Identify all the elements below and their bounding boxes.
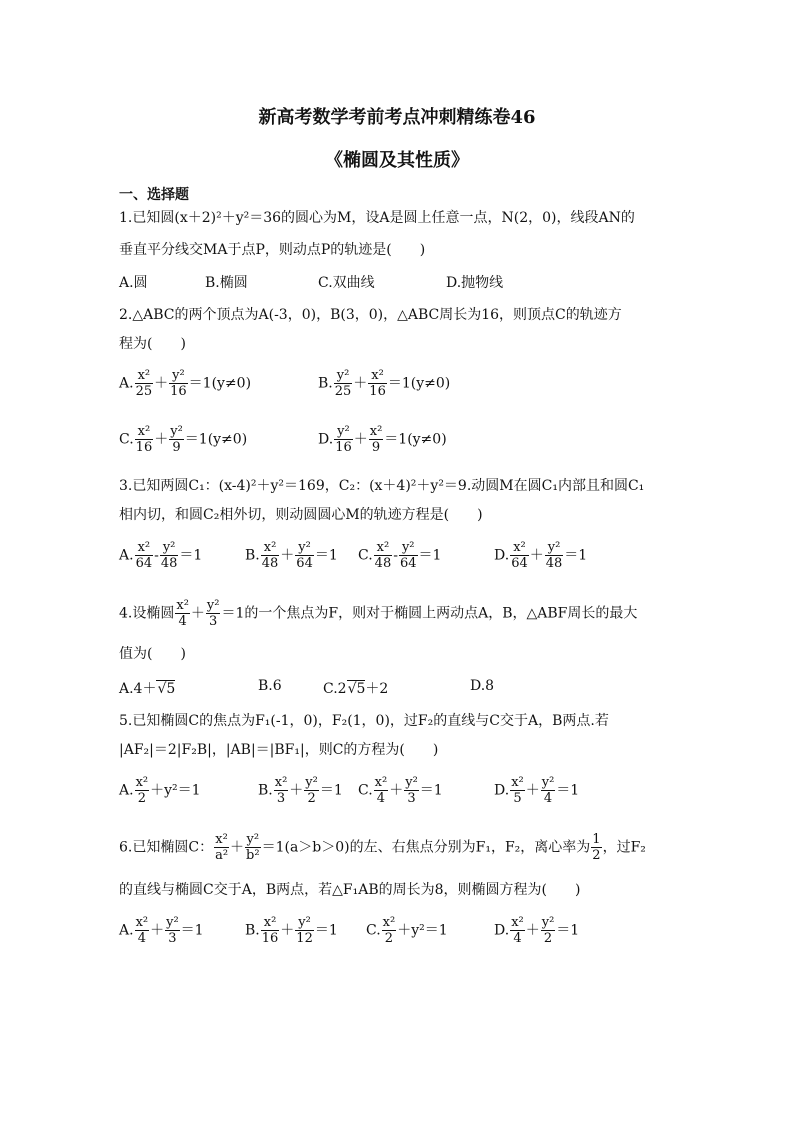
- q4-option-a: [119, 678, 175, 698]
- equation-tail: ＝1: [564, 547, 588, 564]
- equation-tail: ＝1(y≠0): [387, 375, 451, 392]
- fraction: [135, 540, 154, 571]
- denominator: 12: [296, 931, 313, 946]
- numerator: x²: [176, 598, 189, 613]
- numerator: y²: [405, 775, 418, 790]
- fraction: [541, 775, 556, 806]
- numerator: 1: [592, 832, 601, 847]
- q6-option-b: [245, 915, 338, 946]
- numerator: y²: [295, 540, 314, 556]
- denominator: 4: [178, 614, 187, 629]
- fraction: [261, 540, 280, 571]
- denominator: 16: [369, 384, 386, 399]
- operator: ＋: [529, 547, 544, 564]
- page-title: 新高考数学考前考点冲刺精练卷46: [258, 107, 536, 128]
- operator: -: [393, 547, 398, 564]
- q3-option-a: [119, 540, 202, 571]
- denominator: 5: [513, 791, 522, 806]
- question-6-line-1: [119, 832, 719, 863]
- section-heading: 一、选择题: [119, 187, 189, 203]
- numerator: x²: [374, 540, 393, 556]
- operator: ＋: [289, 782, 304, 799]
- fraction: [541, 915, 556, 946]
- question-4-prefix: 4.设椭圆: [119, 605, 175, 622]
- equation-tail: ＝1(y≠0): [184, 431, 248, 448]
- fraction: [135, 775, 150, 806]
- operator: ＋: [154, 375, 169, 392]
- numerator: y²: [334, 368, 353, 384]
- q4-option-c: [323, 678, 388, 698]
- page-subtitle: 《椭圆及其性质》: [325, 150, 469, 171]
- numerator: x²: [510, 540, 529, 556]
- operator: ＋: [280, 547, 295, 564]
- q1-option-b: B.椭圆: [205, 275, 248, 291]
- q1-option-c: C.双曲线: [318, 275, 375, 291]
- fraction: [334, 368, 353, 399]
- fraction: [261, 915, 280, 946]
- denominator: 4: [543, 791, 553, 806]
- option-label: D.: [494, 782, 510, 799]
- numerator: y²: [170, 424, 183, 439]
- fraction: [510, 540, 529, 571]
- denominator: 64: [135, 556, 153, 571]
- equation-tail: ＝1: [418, 547, 442, 564]
- numerator: x²: [135, 540, 154, 556]
- question-4-line-1: [119, 598, 719, 629]
- denominator: 4: [513, 931, 522, 946]
- numerator: y²: [295, 915, 314, 931]
- option-label: B.: [318, 375, 333, 392]
- operator: ＋: [150, 922, 165, 939]
- numerator: y²: [246, 832, 260, 847]
- denominator: 16: [135, 440, 153, 455]
- denominator: 48: [261, 556, 279, 571]
- equation-tail: ＝1: [319, 782, 343, 799]
- numerator: x²: [135, 915, 149, 930]
- question-4-line-2: 值为( ): [119, 646, 186, 662]
- equation-tail: ＝1: [419, 782, 443, 799]
- numerator: y²: [166, 915, 179, 930]
- q2-option-b: [318, 368, 450, 399]
- option-label: C.: [119, 431, 134, 448]
- denominator: 48: [160, 556, 178, 571]
- denominator: 25: [135, 384, 153, 399]
- numerator: y²: [541, 915, 555, 930]
- q6-option-c: [366, 915, 448, 946]
- option-label: A.: [119, 782, 134, 799]
- fraction: [374, 540, 393, 571]
- numerator: x²: [274, 775, 288, 790]
- option-label: C.: [366, 922, 381, 939]
- denominator: 16: [335, 440, 352, 455]
- denominator: a²: [215, 848, 229, 863]
- equation-tail: ＋y²＝1: [397, 922, 448, 939]
- question-1-line-2: 垂直平分线交MA于点P，则动点P的轨迹是( ): [119, 242, 426, 258]
- numerator: y²: [305, 775, 318, 790]
- numerator: y²: [160, 540, 179, 556]
- denominator: 2: [592, 848, 601, 863]
- denominator: 64: [511, 556, 528, 571]
- sqrt-expression: √5: [347, 681, 366, 697]
- option-label: A.: [119, 375, 134, 392]
- option-label: D.: [318, 431, 334, 448]
- q6-option-a: [119, 915, 204, 946]
- fraction: [382, 915, 397, 946]
- operator: ＋: [353, 375, 368, 392]
- fraction: [369, 424, 384, 455]
- numerator: y²: [169, 368, 188, 384]
- numerator: x²: [135, 424, 154, 440]
- option-label: B.: [258, 782, 273, 799]
- q6-option-d: [494, 915, 579, 946]
- numerator: x²: [511, 775, 524, 790]
- fraction: [510, 915, 525, 946]
- denominator: 2: [543, 931, 553, 946]
- fraction: [545, 540, 564, 571]
- question-2-line-1: 2.△ABC的两个顶点为A(-3，0)，B(3，0)，△ABC周长为16，则顶点C的轨迹方: [119, 307, 622, 323]
- q1-option-a: A.圆: [119, 275, 148, 291]
- option-text: ＋2: [365, 681, 389, 697]
- operator: -: [154, 547, 159, 564]
- q3-option-c: [358, 540, 441, 571]
- denominator: 3: [407, 791, 416, 806]
- fraction: [591, 832, 601, 863]
- option-label: C.: [358, 547, 373, 564]
- q3-option-d: [494, 540, 587, 571]
- denominator: b²: [246, 848, 260, 863]
- q2-option-d: [318, 424, 447, 455]
- question-5-line-2: |AF₂|＝2|F₂B|，|AB|＝|BF₁|，则C的方程为( ): [119, 742, 439, 758]
- denominator: 48: [545, 556, 563, 571]
- q5-option-d: [494, 775, 579, 806]
- question-1-line-1: 1.已知圆(x＋2)²＋y²＝36的圆心为M，设A是圆上任意一点，N(2，0)，线段AN的: [119, 210, 635, 226]
- option-label: A.: [119, 922, 134, 939]
- question-6-line-2: 的直线与椭圆C交于A，B两点，若△F₁AB的周长为8，则椭圆方程为( ): [119, 882, 581, 898]
- operator: ＋: [190, 605, 205, 622]
- numerator: x²: [215, 832, 228, 847]
- fraction: [295, 915, 314, 946]
- q5-option-c: [358, 775, 443, 806]
- fraction: [206, 598, 221, 629]
- question-6-prefix: 6.已知椭圆C：: [119, 839, 214, 856]
- fraction: [510, 775, 525, 806]
- fraction: [135, 368, 154, 399]
- denominator: 2: [307, 791, 316, 806]
- numerator: x²: [369, 424, 383, 439]
- numerator: y²: [399, 540, 418, 556]
- option-label: B.: [245, 922, 260, 939]
- equation-tail: ＝1: [556, 922, 580, 939]
- denominator: 16: [170, 384, 187, 399]
- fraction: [404, 775, 419, 806]
- denominator: 48: [374, 556, 392, 571]
- numerator: x²: [374, 775, 388, 790]
- sqrt-expression: √5: [157, 681, 176, 697]
- equation-tail: ＝1: [179, 547, 203, 564]
- fraction: [334, 424, 353, 455]
- equation-tail: ＝1: [314, 547, 338, 564]
- question-6-middle: ＝1(a＞b＞0)的左、右焦点分别为F₁，F₂，离心率为: [261, 839, 591, 856]
- q5-option-b: [258, 775, 343, 806]
- q2-option-a: [119, 368, 251, 399]
- question-4-suffix: ＝1的一个焦点为F，则对于椭圆上两动点A，B，△ABF周长的最大: [221, 605, 638, 622]
- denominator: 3: [276, 791, 286, 806]
- fraction: [374, 775, 389, 806]
- fraction: [214, 832, 229, 863]
- denominator: 16: [261, 931, 279, 946]
- fraction: [245, 832, 261, 863]
- operator: ＋: [154, 431, 169, 448]
- q2-option-c: [119, 424, 247, 455]
- equation-tail: ＋y²＝1: [150, 782, 201, 799]
- fraction: [160, 540, 179, 571]
- denominator: 3: [168, 931, 177, 946]
- numerator: y²: [334, 424, 353, 440]
- fraction: [175, 598, 190, 629]
- denominator: 4: [376, 791, 386, 806]
- fraction: [169, 424, 184, 455]
- denominator: 64: [399, 556, 417, 571]
- question-3-line-1: 3.已知两圆C₁：(x-4)²＋y²＝169，C₂：(x＋4)²＋y²＝9.动圆M在圆C₁内部且和圆C₁: [119, 478, 645, 494]
- numerator: x²: [135, 368, 154, 384]
- fraction: [304, 775, 319, 806]
- option-label: D.: [494, 547, 510, 564]
- denominator: 2: [384, 931, 394, 946]
- denominator: 2: [137, 791, 146, 806]
- denominator: 3: [209, 614, 218, 629]
- fraction: [165, 915, 180, 946]
- numerator: x²: [382, 915, 396, 930]
- q1-option-d: D.抛物线: [446, 275, 504, 291]
- option-text: C.2: [323, 681, 347, 697]
- equation-tail: ＝1(y≠0): [384, 431, 447, 448]
- denominator: 64: [296, 556, 313, 571]
- q3-option-b: [245, 540, 338, 571]
- q5-option-a: [119, 775, 201, 806]
- numerator: y²: [545, 540, 564, 556]
- operator: ＋: [525, 922, 540, 939]
- numerator: x²: [261, 915, 280, 931]
- operator: ＋: [280, 922, 295, 939]
- operator: ＋: [389, 782, 404, 799]
- option-text: A.4＋: [119, 681, 157, 697]
- denominator: 9: [172, 440, 181, 455]
- fraction: [295, 540, 314, 571]
- fraction: [135, 424, 154, 455]
- denominator: 25: [334, 384, 352, 399]
- option-label: B.: [245, 547, 260, 564]
- question-6-suffix: ，过F₂: [602, 839, 646, 856]
- question-3-line-2: 相内切，和圆C₂相外切，则动圆圆心M的轨迹方程是( ): [119, 507, 483, 523]
- numerator: x²: [261, 540, 280, 556]
- operator: ＋: [230, 839, 245, 856]
- option-label: A.: [119, 547, 134, 564]
- operator: ＋: [353, 431, 368, 448]
- operator: ＋: [525, 782, 540, 799]
- numerator: y²: [206, 598, 220, 613]
- equation-tail: ＝1: [314, 922, 338, 939]
- fraction: [135, 915, 150, 946]
- q4-option-d: D.8: [470, 678, 495, 694]
- numerator: x²: [511, 915, 524, 930]
- denominator: 4: [137, 931, 146, 946]
- fraction: [368, 368, 387, 399]
- fraction: [274, 775, 289, 806]
- option-label: D.: [494, 922, 510, 939]
- equation-tail: ＝1: [180, 922, 204, 939]
- fraction: [399, 540, 418, 571]
- numerator: x²: [368, 368, 387, 384]
- q4-option-b: B.6: [258, 678, 282, 694]
- question-2-line-2: 程为( ): [119, 336, 186, 352]
- fraction: [169, 368, 188, 399]
- numerator: x²: [135, 775, 149, 790]
- question-5-line-1: 5.已知椭圆C的焦点为F₁(-1，0)，F₂(1，0)，过F₂的直线与C交于A，B两点.若: [119, 713, 609, 729]
- equation-tail: ＝1: [556, 782, 580, 799]
- denominator: 9: [371, 440, 381, 455]
- option-label: C.: [358, 782, 373, 799]
- equation-tail: ＝1(y≠0): [188, 375, 252, 392]
- numerator: y²: [541, 775, 555, 790]
